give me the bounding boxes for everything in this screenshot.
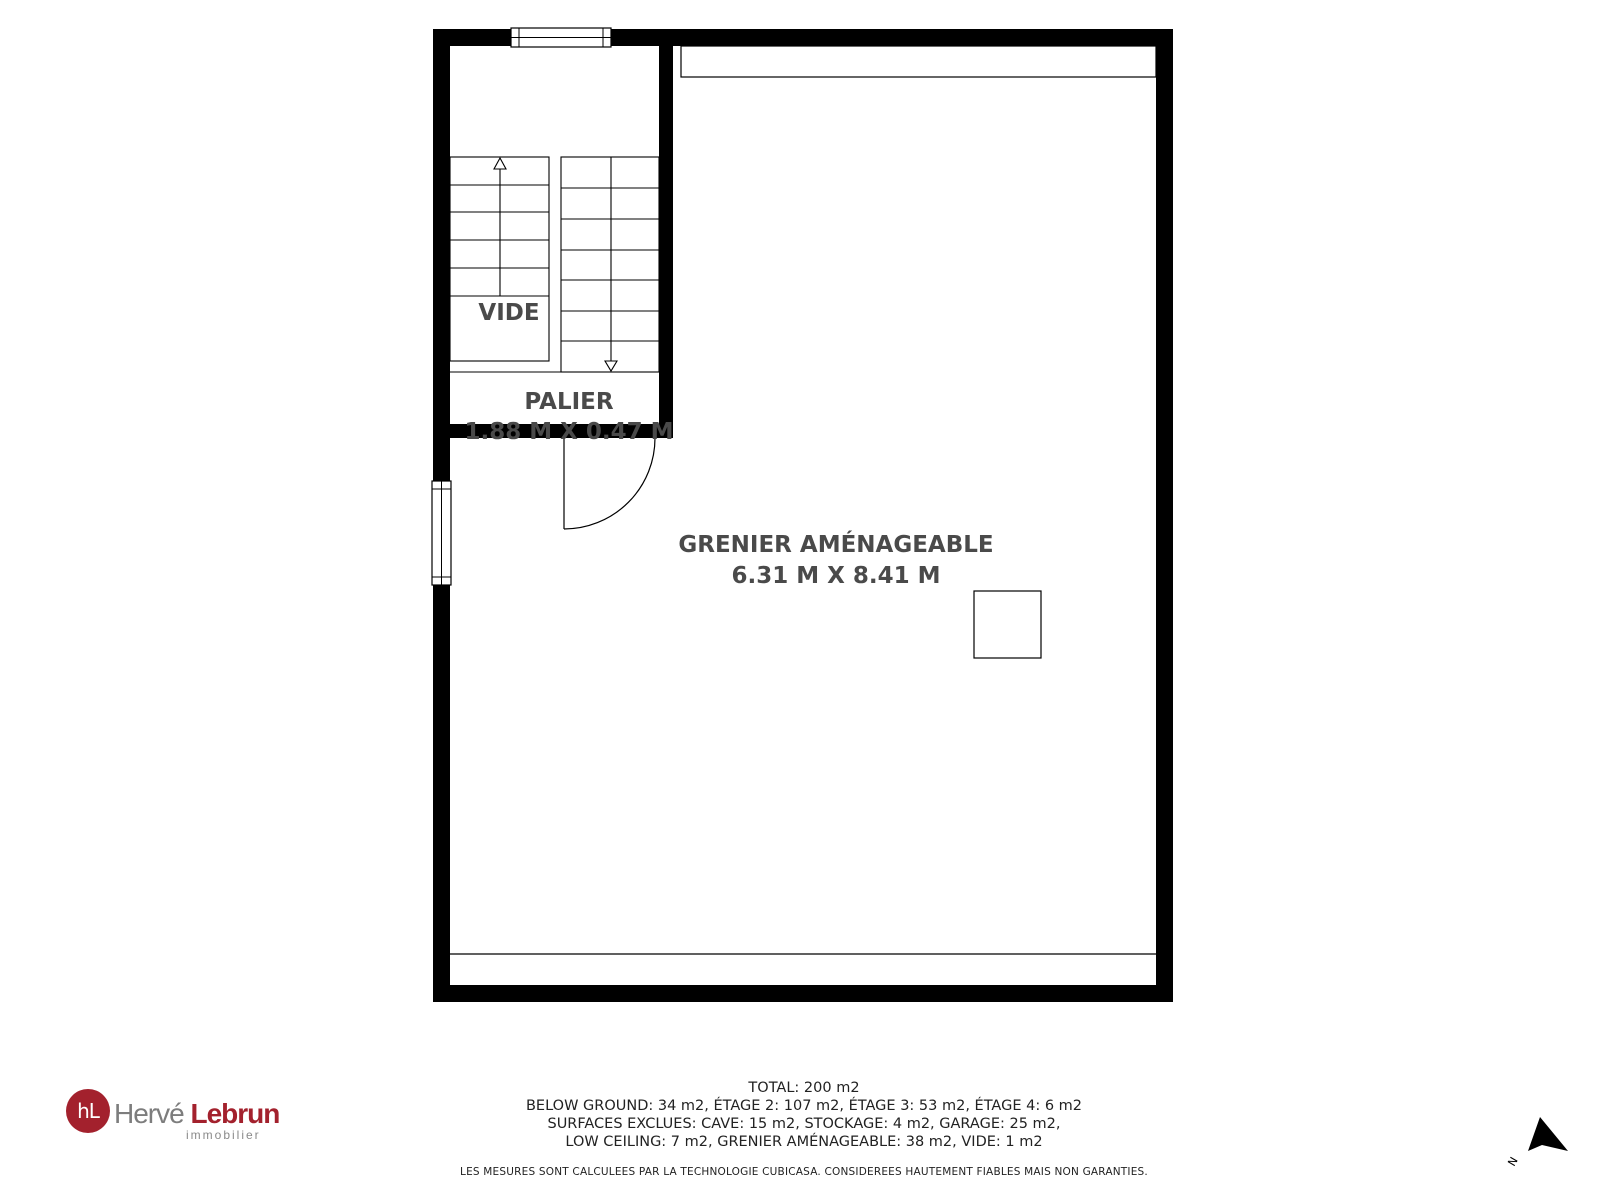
low-ceiling-strip-top (681, 46, 1156, 77)
summary-line-2: SURFACES EXCLUES: CAVE: 15 m2, STOCKAGE: 4 m2, GARAGE: 25 m2, (547, 1116, 1061, 1132)
exterior-wall-bottom (433, 985, 1173, 1002)
window-top (511, 28, 611, 47)
room-label-vide: VIDE (478, 300, 540, 326)
agency-logo (66, 1089, 296, 1149)
stair-flight-right (561, 157, 659, 372)
interior-wall-stair-right (659, 46, 673, 438)
attic-hatch (974, 591, 1041, 658)
measurement-disclaimer: LES MESURES SONT CALCULEES PAR LA TECHNOLOGIE CUBICASA. CONSIDEREES HAUTEMENT FIABLES MAIS NON GARANTIES. (460, 1166, 1148, 1178)
window-left (432, 481, 451, 585)
logo-first-name: Hervé (114, 1098, 184, 1129)
summary-total: TOTAL: 200 m2 (748, 1080, 860, 1096)
door-swing (564, 438, 655, 529)
stair-up-arrow-icon (494, 158, 506, 169)
summary-line-3: LOW CEILING: 7 m2, GRENIER AMÉNAGEABLE: 38 m2, VIDE: 1 m2 (565, 1134, 1043, 1150)
exterior-wall-right (1156, 29, 1173, 1002)
north-arrow-icon (1500, 1115, 1570, 1175)
summary-line-1: BELOW GROUND: 34 m2, ÉTAGE 2: 107 m2, ÉTAGE 3: 53 m2, ÉTAGE 4: 6 m2 (525, 1098, 1083, 1114)
area-summary (384, 1079, 1224, 1181)
logo-name (114, 1098, 279, 1130)
logo-subtitle: immobilier (186, 1128, 261, 1142)
stair-down-arrow-icon (605, 361, 617, 371)
logo-mark: hL (66, 1089, 110, 1133)
compass-label: N (1505, 1154, 1521, 1169)
stair-flight-left (450, 157, 549, 361)
room-label-palier: PALIER (524, 389, 614, 415)
room-dims-palier: 1.88 M X 0.47 M (464, 419, 674, 445)
room-label-grenier: GRENIER AMÉNAGEABLE (678, 532, 994, 558)
logo-last-name: Lebrun (190, 1098, 280, 1129)
room-dims-grenier: 6.31 M X 8.41 M (731, 563, 941, 589)
